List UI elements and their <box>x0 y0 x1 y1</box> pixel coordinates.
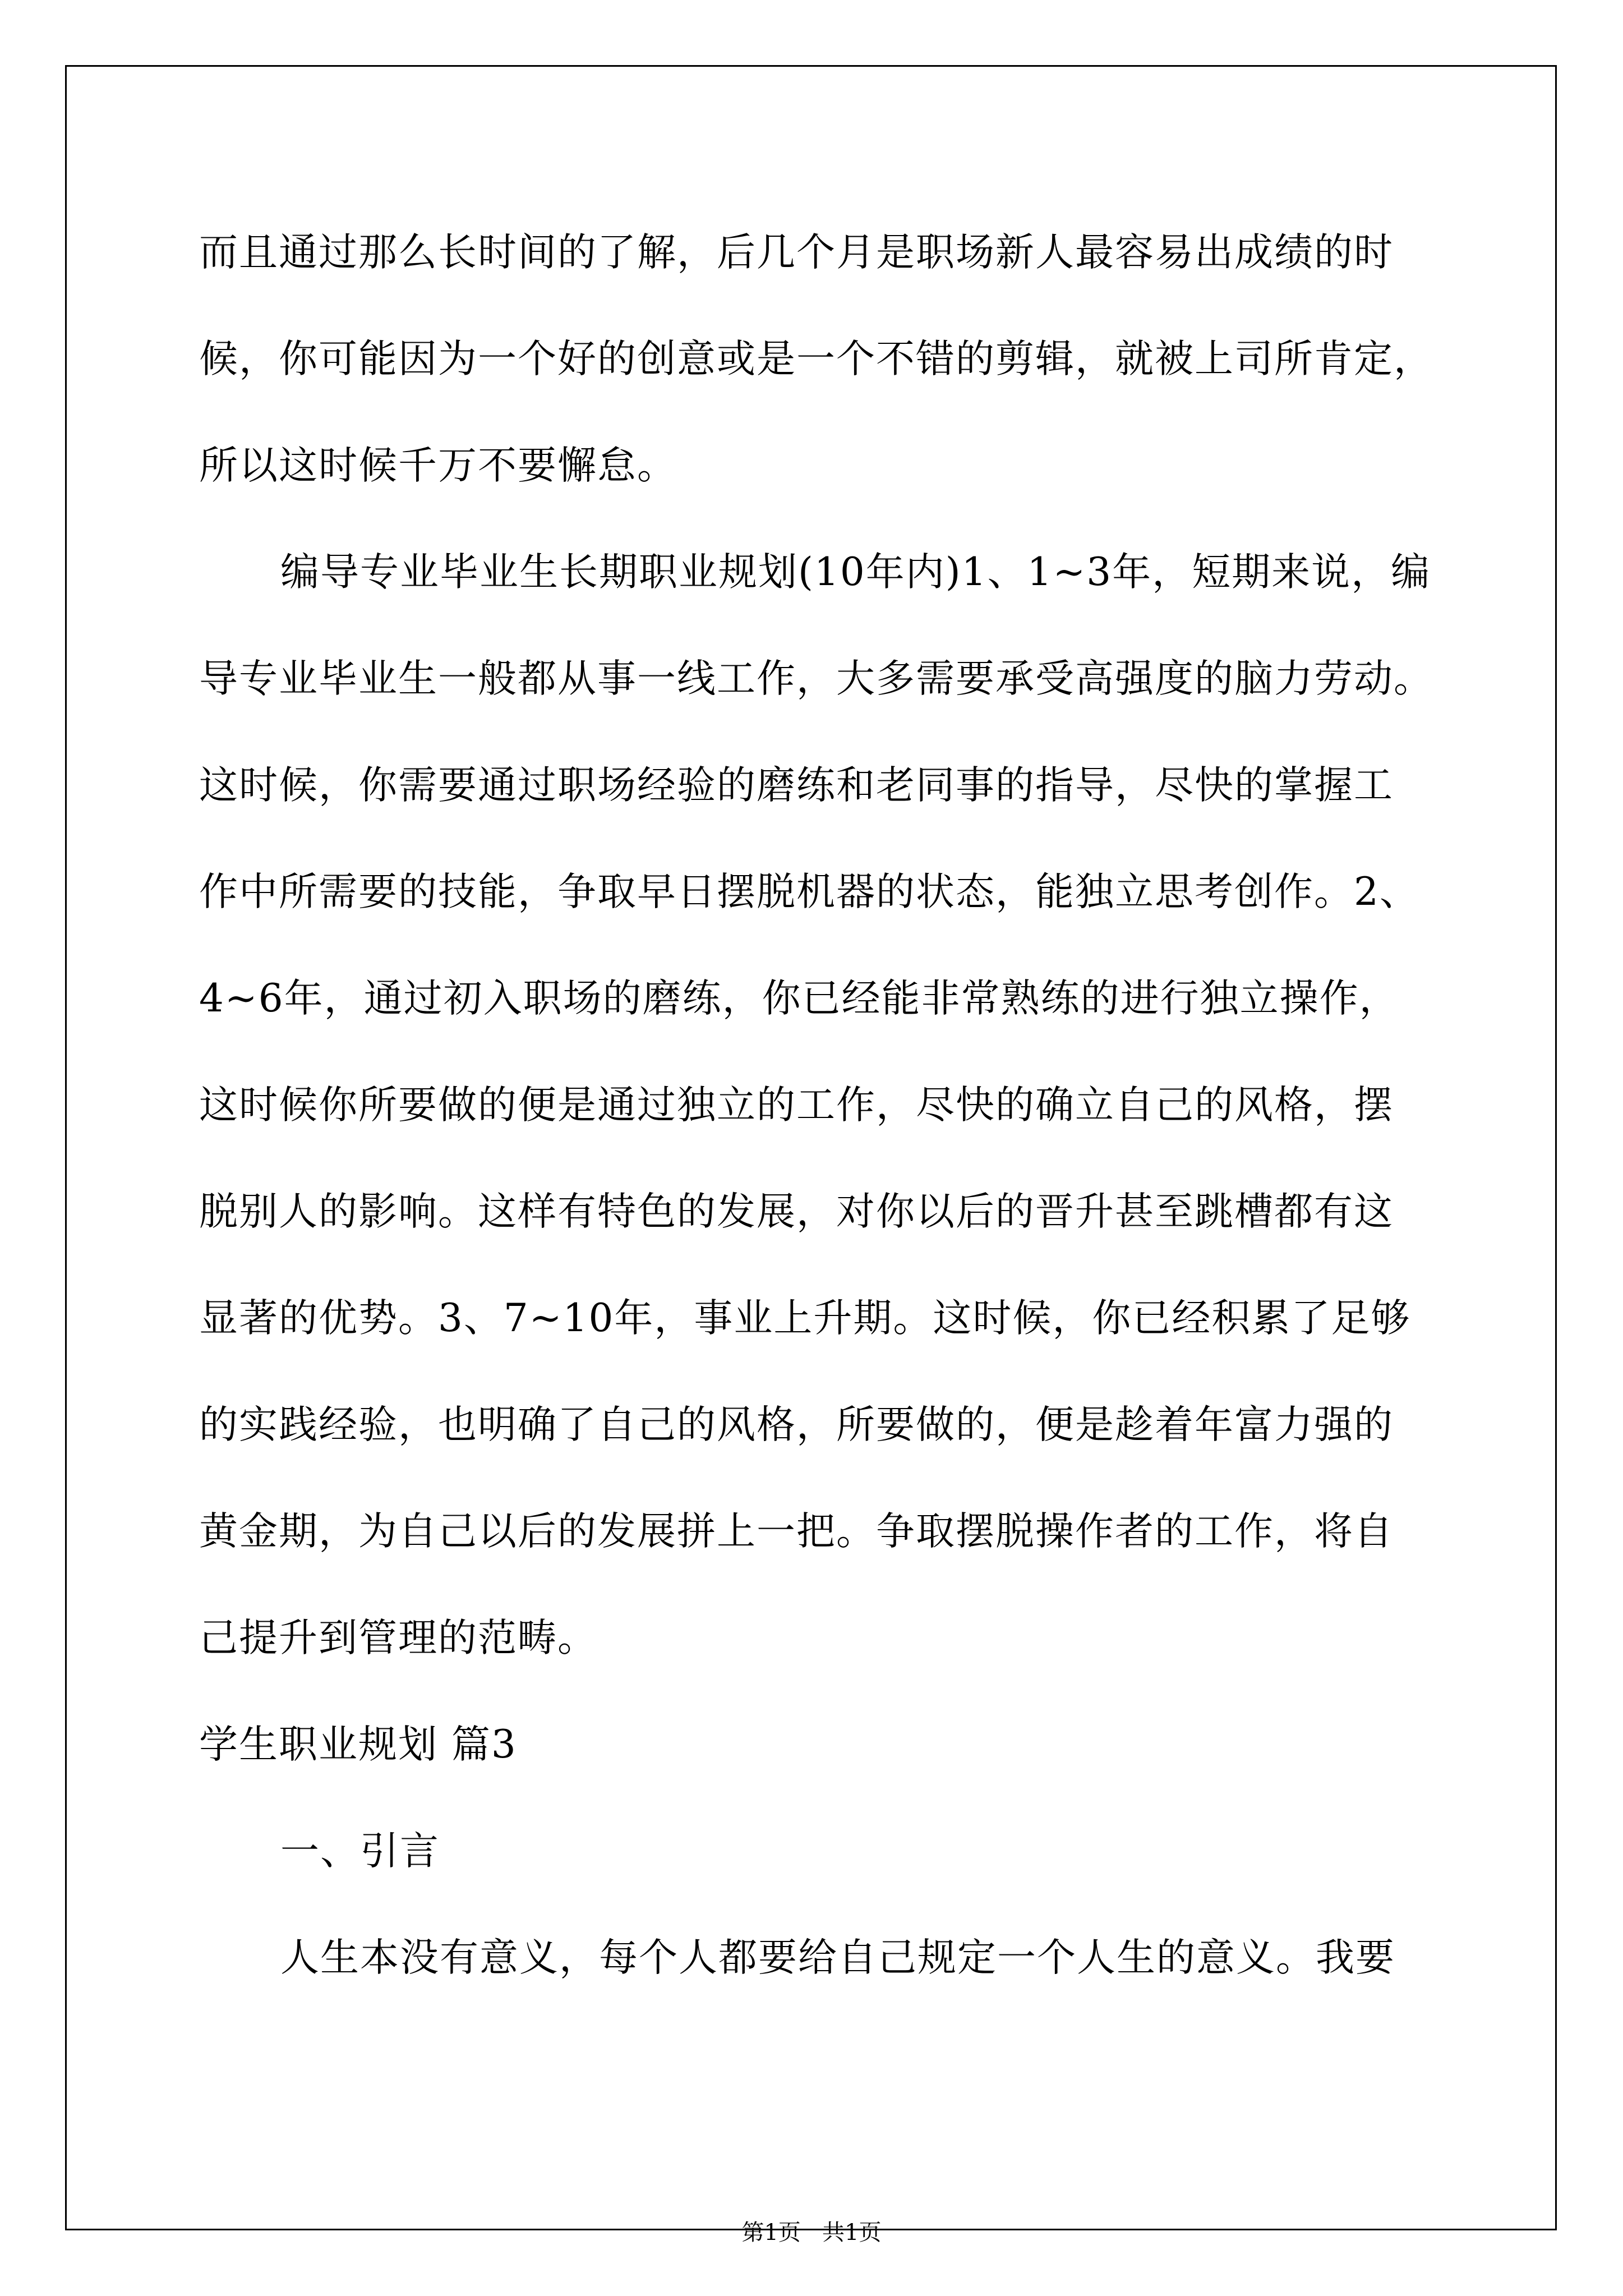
body-text-line: 导专业毕业生一般都从事一线工作，大多需要承受高强度的脑力劳动。 <box>199 656 1433 701</box>
body-text-line: 己提升到管理的范畴。 <box>199 1616 597 1660</box>
subsection-heading: 一、引言 <box>280 1829 440 1874</box>
paragraph-start-line: 人生本没有意义，每个人都要给自己规定一个人生的意义。我要 <box>280 1935 1395 1980</box>
body-text-line: 的实践经验，也明确了自己的风格，所要做的，便是趁着年富力强的 <box>199 1402 1394 1447</box>
page-footer: 第1页 共1页 <box>741 2220 882 2246</box>
body-text-line: 显著的优势。3、7~10年，事业上升期。这时候，你已经积累了足够 <box>199 1296 1411 1341</box>
paragraph-start-line: 编导专业毕业生长期职业规划(10年内)1、1~3年，短期来说，编 <box>280 550 1431 595</box>
body-text-line: 黄金期，为自己以后的发展拼上一把。争取摆脱操作者的工作，将自 <box>199 1509 1394 1554</box>
page-border <box>65 65 1557 2230</box>
body-text-line: 这时候你所要做的便是通过独立的工作，尽快的确立自己的风格，摆 <box>199 1083 1394 1128</box>
body-text-line: 而且通过那么长时间的了解，后几个月是职场新人最容易出成绩的时 <box>199 230 1394 275</box>
section-heading: 学生职业规划 篇3 <box>199 1722 517 1767</box>
body-text-line: 4~6年，通过初入职场的磨练，你已经能非常熟练的进行独立操作， <box>199 976 1399 1021</box>
body-text-line: 所以这时候千万不要懈怠。 <box>199 443 677 488</box>
body-text-line: 脱别人的影响。这样有特色的发展，对你以后的晋升甚至跳槽都有这 <box>199 1189 1394 1234</box>
body-text-line: 作中所需要的技能，争取早日摆脱机器的状态，能独立思考创作。2、 <box>199 869 1419 914</box>
body-text-line: 候，你可能因为一个好的创意或是一个不错的剪辑，就被上司所肯定， <box>199 337 1433 381</box>
body-text-line: 这时候，你需要通过职场经验的磨练和老同事的指导，尽快的掌握工 <box>199 763 1394 808</box>
